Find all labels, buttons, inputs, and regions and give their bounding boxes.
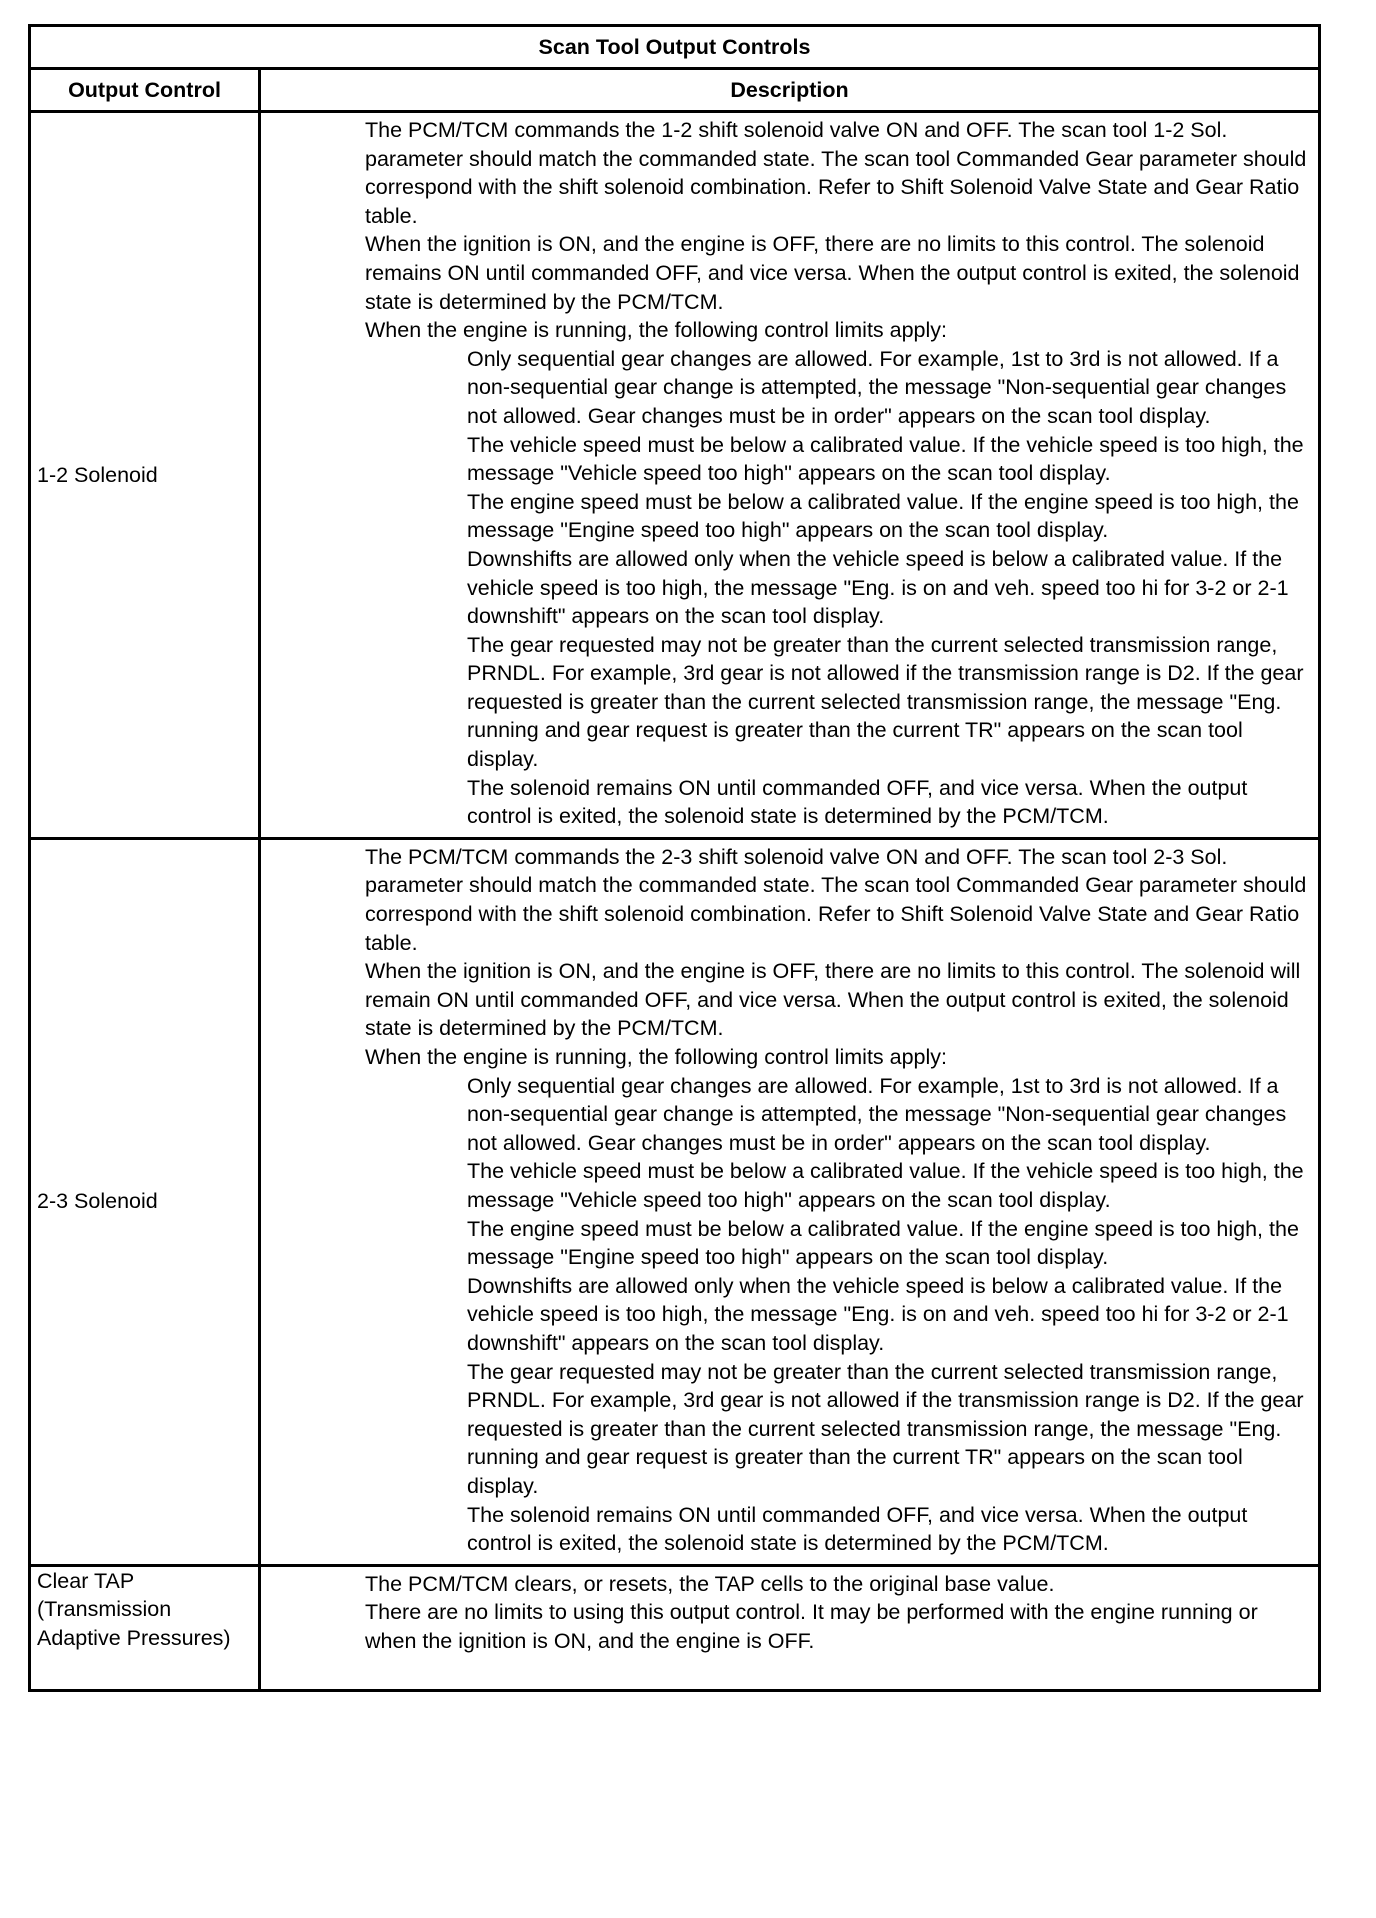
output-control-name: 1-2 Solenoid (30, 112, 260, 839)
description-cell (260, 838, 1320, 1565)
control-limit-item: Downshifts are allowed only when the vehicle speed is below a calibrated value. If the vehicle speed is too high, the message "Eng. is on and veh. speed too hi for 3-2 or 2-1 downshift" appears on the scan tool display. (467, 546, 1289, 629)
description-paragraph: When the ignition is ON, and the engine is OFF, there are no limits to this control. The solenoid remains ON until commanded OFF, and vice versa. When the output control is exited, the solenoid state is determined by the PCM/TCM. (365, 232, 1300, 314)
output-control-name: 2-3 Solenoid (30, 838, 260, 1565)
table-title: Scan Tool Output Controls (30, 26, 1320, 69)
description-paragraph: When the ignition is ON, and the engine is OFF, there are no limits to this control. The solenoid will remain ON until commanded OFF, and vice versa. When the output control is exited, the solenoid state is determined by the PCM/TCM. (365, 959, 1301, 1041)
output-control-name: Clear TAP (Transmission Adaptive Pressures) (30, 1565, 260, 1691)
control-limit-item: The solenoid remains ON until commanded OFF, and vice versa. When the output control is exited, the solenoid state is determined by the PCM/TCM. (467, 775, 1248, 829)
control-limit-item: The solenoid remains ON until commanded OFF, and vice versa. When the output control is exited, the solenoid state is determined by the PCM/TCM. (467, 1502, 1248, 1556)
table-row (30, 1565, 1320, 1691)
output-control-header: Output Control (30, 69, 260, 112)
table-title-row (30, 26, 1320, 69)
description-paragraph: The PCM/TCM clears, or resets, the TAP cells to the original base value. (365, 1571, 1055, 1596)
control-limit-item: The gear requested may not be greater than the current selected transmission range, PRNDL. For example, 3rd gear is not allowed if the transmission range is D2. If the gear requested is greater than the current selected transmission range, the message "Eng. running and gear request is greater than the current TR" appears on the scan tool display. (467, 632, 1304, 772)
description-paragraph: The PCM/TCM commands the 2-3 shift solenoid valve ON and OFF. The scan tool 2-3 Sol. parameter should match the commanded state. The scan tool Commanded Gear parameter should correspond with the shift solenoid combination. Refer to Shift Solenoid Valve State and Gear Ratio table. (365, 844, 1307, 955)
description-header: Description (260, 69, 1320, 112)
description-cell (260, 1565, 1320, 1691)
control-limit-item: The vehicle speed must be below a calibrated value. If the vehicle speed is too high, the message "Vehicle speed too high" appears on the scan tool display. (467, 432, 1304, 486)
control-limit-item: Only sequential gear changes are allowed. For example, 1st to 3rd is not allowed. If a non-sequential gear change is attempted, the message "Non-sequential gear changes not allowed. Gear changes must be in order" appears on the scan tool display. (467, 346, 1287, 428)
table-row (30, 112, 1320, 839)
description-cell (260, 112, 1320, 839)
scan-tool-output-controls-table (28, 24, 1321, 1692)
control-limit-item: Only sequential gear changes are allowed. For example, 1st to 3rd is not allowed. If a non-sequential gear change is attempted, the message "Non-sequential gear changes not allowed. Gear changes must be in order" appears on the scan tool display. (467, 1073, 1287, 1155)
table-header-row (30, 69, 1320, 112)
control-limit-item: The engine speed must be below a calibrated value. If the engine speed is too high, the message "Engine speed too high" appears on the scan tool display. (467, 1216, 1299, 1270)
description-paragraph: When the engine is running, the following control limits apply: (365, 1045, 948, 1069)
description-paragraph: When the engine is running, the following control limits apply: (365, 318, 948, 343)
control-limit-item: The gear requested may not be greater than the current selected transmission range, PRNDL. For example, 3rd gear is not allowed if the transmission range is D2. If the gear requested is greater than the current selected transmission range, the message "Eng. running and gear request is greater than the current TR" appears on the scan tool display. (467, 1359, 1304, 1498)
control-limit-item: The engine speed must be below a calibrated value. If the engine speed is too high, the message "Engine speed too high" appears on the scan tool display. (467, 489, 1299, 543)
description-paragraph: The PCM/TCM commands the 1-2 shift solenoid valve ON and OFF. The scan tool 1-2 Sol. parameter should match the commanded state. The scan tool Commanded Gear parameter should correspond with the shift solenoid combination. Refer to Shift Solenoid Valve State and Gear Ratio table. (365, 118, 1307, 228)
description-paragraph: There are no limits to using this output control. It may be performed with the engine running or when the ignition is ON, and the engine is OFF. (365, 1600, 1258, 1653)
control-limit-item: The vehicle speed must be below a calibrated value. If the vehicle speed is too high, the message "Vehicle speed too high" appears on the scan tool display. (467, 1159, 1304, 1212)
control-limit-item: Downshifts are allowed only when the vehicle speed is below a calibrated value. If the vehicle speed is too high, the message "Eng. is on and veh. speed too hi for 3-2 or 2-1 downshift" appears on the scan tool display. (467, 1273, 1289, 1355)
table-row (30, 838, 1320, 1565)
